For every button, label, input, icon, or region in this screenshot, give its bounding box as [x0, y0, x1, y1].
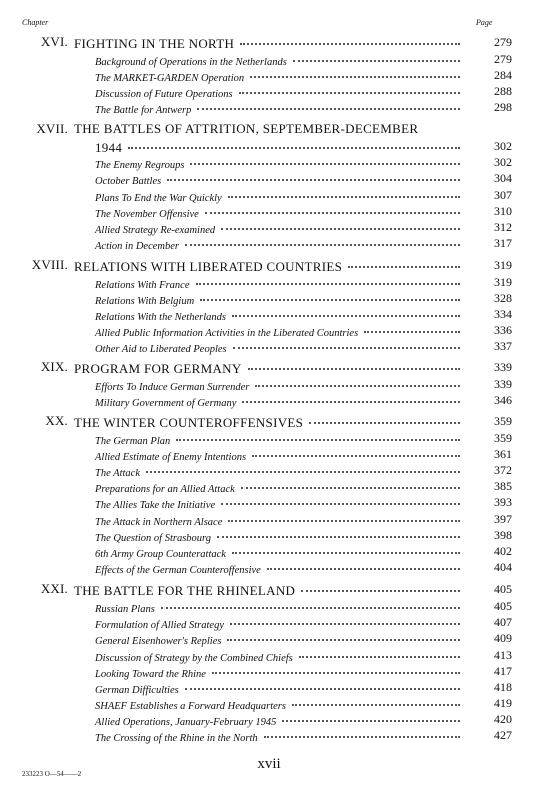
section-page: 413 — [494, 648, 512, 662]
section-page: 402 — [494, 544, 512, 558]
dot-leader — [348, 254, 460, 268]
section-title: Other Aid to Liberated Peoples — [95, 344, 227, 355]
page-column-label: Page — [476, 18, 493, 27]
section-title: Discussion of Future Operations — [95, 89, 233, 100]
section-page: 407 — [494, 615, 512, 629]
dot-leader — [301, 578, 460, 592]
dot-leader — [242, 389, 460, 403]
section-page: 393 — [494, 495, 512, 509]
section-page: 359 — [494, 431, 512, 445]
page-folio: xvii — [257, 756, 281, 772]
dot-leader — [205, 200, 460, 214]
section-page: 427 — [494, 728, 512, 742]
section-title: Allied Strategy Re-examined — [95, 225, 216, 236]
section-title: October Battles — [95, 176, 162, 187]
section-page: 334 — [494, 307, 512, 321]
section-page: 339 — [494, 377, 512, 391]
section-page: 319 — [494, 275, 512, 289]
section-title: Relations With France — [95, 280, 190, 291]
section-page: 385 — [494, 479, 512, 493]
section-title: Allied Public Information Activities in the Liberated Countries — [95, 328, 359, 339]
dot-leader — [227, 627, 460, 641]
chapter-number: XVIII. — [31, 257, 68, 272]
section-title: Relations With Belgium — [95, 296, 195, 307]
section-page: 304 — [494, 171, 512, 185]
chapter-title-continued: 1944 — [95, 140, 123, 155]
dot-leader — [212, 660, 460, 674]
chapter-page: 302 — [494, 139, 512, 153]
section-page: 346 — [494, 393, 512, 407]
section-page: 310 — [494, 204, 512, 218]
section-page: 404 — [494, 560, 512, 574]
section-title: The Attack — [95, 468, 141, 479]
dot-leader — [221, 216, 460, 230]
section-page: 336 — [494, 323, 512, 337]
dot-leader — [252, 443, 460, 457]
dot-leader — [292, 692, 460, 706]
chapter-number: XVII. — [36, 121, 68, 136]
dot-leader — [239, 80, 460, 94]
chapter-number: XXI. — [40, 581, 68, 596]
section-page: 302 — [494, 155, 512, 169]
dot-leader — [232, 303, 460, 317]
section-title: The Attack in Northern Alsace — [95, 517, 223, 528]
section-title: Plans To End the War Quickly — [95, 193, 222, 204]
section-page: 417 — [494, 664, 512, 678]
section-title: Allied Operations, January-February 1945 — [95, 717, 277, 728]
dot-leader — [240, 31, 460, 45]
section-title: Discussion of Strategy by the Combined Chiefs — [95, 653, 293, 664]
section-row — [95, 99, 466, 116]
dot-leader — [185, 232, 460, 246]
dot-leader — [196, 271, 461, 285]
section-title: Russian Plans — [95, 604, 155, 615]
chapter-number: XX. — [45, 413, 68, 428]
chapter-number: XVI. — [40, 34, 68, 49]
section-title: The Allies Take the Initiative — [95, 500, 216, 511]
dot-leader — [217, 524, 460, 538]
section-title: The Crossing of the Rhine in the North — [95, 733, 258, 744]
section-title: Looking Toward the Rhine — [95, 669, 206, 680]
section-page: 420 — [494, 712, 512, 726]
chapter-title: THE WINTER COUNTEROFFENSIVES — [74, 415, 304, 430]
section-page: 298 — [494, 100, 512, 114]
dot-leader — [221, 491, 460, 505]
dot-leader — [167, 167, 460, 181]
dot-leader — [190, 151, 460, 165]
section-page: 409 — [494, 631, 512, 645]
section-title: General Eisenhower's Replies — [95, 636, 222, 647]
section-page: 307 — [494, 188, 512, 202]
dot-leader — [241, 475, 460, 489]
section-row — [95, 392, 466, 409]
dot-leader — [309, 410, 460, 424]
dot-leader — [293, 48, 460, 62]
dot-leader — [364, 319, 460, 333]
section-page: 405 — [494, 599, 512, 613]
print-code: 233223 O—54——2 — [22, 770, 82, 778]
section-title: The Question of Strasbourg — [95, 533, 211, 544]
section-title: The Enemy Regroups — [95, 160, 185, 171]
chapter-title: FIGHTING IN THE NORTH — [74, 36, 235, 51]
section-page: 361 — [494, 447, 512, 461]
section-page: 418 — [494, 680, 512, 694]
dot-leader — [228, 508, 460, 522]
dot-leader — [200, 287, 460, 301]
dot-leader — [232, 540, 460, 554]
section-page: 397 — [494, 512, 512, 526]
section-page: 337 — [494, 339, 512, 353]
section-title: Efforts To Induce German Surrender — [95, 382, 250, 393]
dot-leader — [248, 356, 460, 370]
dot-leader — [128, 135, 460, 149]
chapter-page: 279 — [494, 35, 512, 49]
dot-leader — [250, 64, 460, 78]
chapter-title: THE BATTLE FOR THE RHINELAND — [74, 583, 296, 598]
section-page: 398 — [494, 528, 512, 542]
section-page: 312 — [494, 220, 512, 234]
chapter-title: PROGRAM FOR GERMANY — [74, 361, 242, 376]
section-title: The German Plan — [95, 436, 171, 447]
chapter-page: 339 — [494, 360, 512, 374]
dot-leader — [230, 611, 460, 625]
section-title: The Battle for Antwerp — [95, 105, 192, 116]
chapter-page: 405 — [494, 582, 512, 596]
section-title: 6th Army Group Counterattack — [95, 549, 226, 560]
section-title: Relations With the Netherlands — [95, 312, 226, 323]
chapter-title: RELATIONS WITH LIBERATED COUNTRIES — [74, 259, 343, 274]
section-title: German Difficulties — [95, 685, 179, 696]
dot-leader — [228, 184, 460, 198]
section-title: Formulation of Allied Strategy — [95, 620, 225, 631]
dot-leader — [264, 724, 460, 738]
chapter-number: XIX. — [40, 359, 68, 374]
dot-leader — [161, 595, 460, 609]
section-title: Background of Operations in the Netherlands — [95, 57, 287, 68]
section-title: Action in December — [95, 241, 179, 252]
chapter-page: 319 — [494, 258, 512, 272]
dot-leader — [176, 427, 460, 441]
section-title: Preparations for an Allied Attack — [95, 484, 235, 495]
dot-leader — [282, 708, 460, 722]
chapter-column-label: Chapter — [22, 18, 49, 27]
section-row — [95, 235, 466, 252]
section-title: The MARKET-GARDEN Operation — [95, 73, 245, 84]
dot-leader — [233, 335, 460, 349]
section-title: Allied Estimate of Enemy Intentions — [95, 452, 247, 463]
section-title: The November Offensive — [95, 209, 199, 220]
chapter-title: THE BATTLES OF ATTRITION, SEPTEMBER-DECEMBER — [74, 121, 419, 136]
section-title: Effects of the German Counteroffensive — [95, 565, 261, 576]
section-page: 284 — [494, 68, 512, 82]
dot-leader — [197, 96, 460, 110]
chapter-page: 359 — [494, 414, 512, 428]
section-row — [95, 338, 466, 355]
dot-leader — [255, 373, 460, 387]
section-page: 372 — [494, 463, 512, 477]
section-page: 328 — [494, 291, 512, 305]
section-page: 419 — [494, 696, 512, 710]
dot-leader — [185, 676, 460, 690]
section-page: 317 — [494, 236, 512, 250]
section-row — [95, 559, 466, 576]
section-page: 279 — [494, 52, 512, 66]
dot-leader — [146, 459, 460, 473]
section-title: SHAEF Establishes a Forward Headquarters — [95, 701, 286, 712]
section-page: 288 — [494, 84, 512, 98]
section-title: Military Government of Germany — [95, 398, 237, 409]
section-row — [95, 727, 466, 744]
dot-leader — [299, 644, 460, 658]
dot-leader — [267, 556, 460, 570]
